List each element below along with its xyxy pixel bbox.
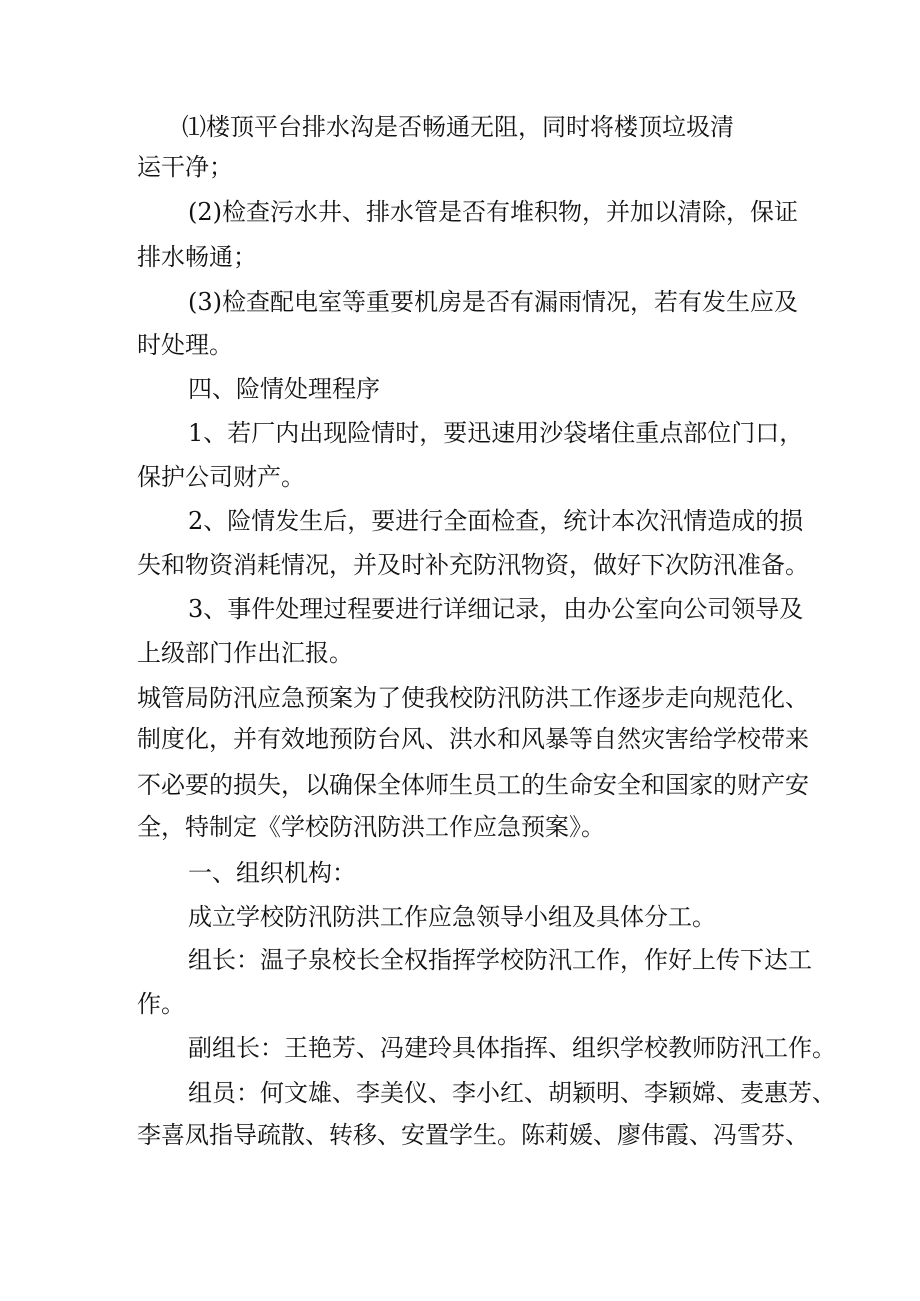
text-line: 制度化，并有效地预防台风、洪水和风暴等自然灾害给学校带来 [137,725,809,753]
text-line: 排水畅通； [137,243,257,271]
text-line: 不必要的损失，以确保全体师生员工的生命安全和国家的财产安 [137,771,809,799]
text-line: 全，特制定《学校防汛防洪工作应急预案》。 [137,813,605,841]
text-line: 组员：何文雄、李美仪、李小红、胡颖明、李颖嫦、麦惠芳、 [188,1079,836,1107]
text-line: 1、若厂内出现险情时，要迅速用沙袋堵住重点部位门口， [188,419,804,447]
text-line: 2、险情发生后，要进行全面检查，统计本次汛情造成的损 [188,507,804,535]
text-line: 运干净； [137,153,233,181]
text-line: ⑴楼顶平台排水沟是否畅通无阻，同时将楼顶垃圾清 [182,113,734,141]
text-line: 时处理。 [137,331,233,359]
text-line: 保护公司财产。 [137,463,305,491]
section-heading: 一、组织机构： [188,859,356,887]
text-line: 作。 [137,990,185,1018]
text-line: 上级部门作出汇报。 [137,639,353,667]
text-line: 成立学校防汛防洪工作应急领导小组及具体分工。 [188,903,716,931]
text-line: 3、事件处理过程要进行详细记录，由办公室向公司领导及 [188,595,804,623]
text-line: 失和物资消耗情况，并及时补充防汛物资，做好下次防汛准备。 [137,551,809,579]
text-line: 城管局防汛应急预案为了使我校防汛防洪工作逐步走向规范化、 [137,684,809,712]
text-line: 李喜凤指导疏散、转移、安置学生。陈莉媛、廖伟霞、冯雪芬、 [137,1121,809,1149]
section-heading: 四、险情处理程序 [188,375,380,403]
text-line: (3)检查配电室等重要机房是否有漏雨情况，若有发生应及 [188,288,798,316]
text-line: (2)检查污水井、排水管是否有堆积物，并加以清除，保证 [188,198,798,226]
text-line: 组长：温子泉校长全权指挥学校防汛工作，作好上传下达工 [188,946,812,974]
text-line: 副组长：王艳芳、冯建玲具体指挥、组织学校教师防汛工作。 [188,1034,836,1062]
